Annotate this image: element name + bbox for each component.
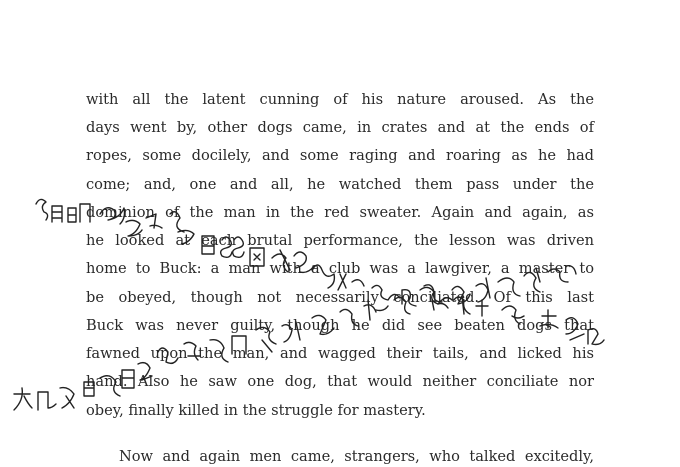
text-line: home to Buck: a man with a club was a lawgiver, a master to: [86, 260, 594, 277]
text-line: come; and, one and all, he watched them pass under the: [86, 176, 594, 193]
text-line: fawned upon the man, and wagged their tails, and licked his: [86, 345, 594, 362]
text-line: be obeyed, though not necessarily conciliated. Of this last: [86, 289, 594, 306]
text-line: dominion of the man in the red sweater. Again and again, as: [86, 204, 594, 221]
text-line: with all the latent cunning of his nature aroused. As the: [86, 91, 594, 108]
text-line: ropes, some docilely, and some raging and roaring as he had: [86, 147, 594, 164]
text-line: he looked at each brutal performance, the lesson was driven: [86, 232, 594, 249]
text-line: obey, finally killed in the struggle for mastery.: [86, 402, 426, 419]
text-line: Now and again men came, strangers, who talked excitedly,: [119, 448, 594, 465]
text-line: hand. Also he saw one dog, that would neither conciliate nor: [86, 373, 594, 390]
text-line: days went by, other dogs came, in crates and at the ends of: [86, 119, 594, 136]
text-line: Buck was never guilty, though he did see beaten dogs that: [86, 317, 594, 334]
